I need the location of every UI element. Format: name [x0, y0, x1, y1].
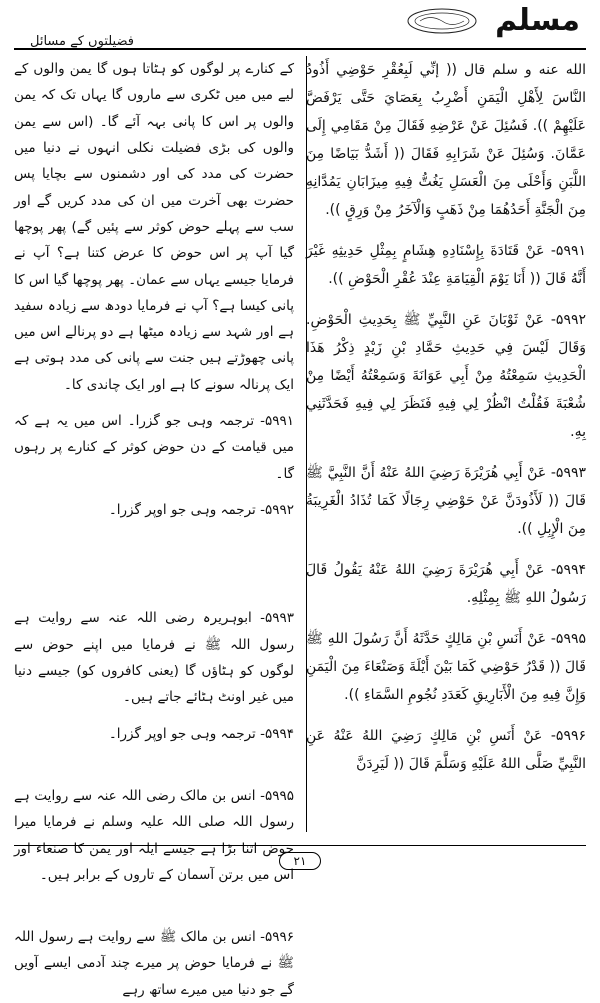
- document-page: [0, 3, 600, 998]
- hadith-text: الله عنه و سلم قال (( إنِّي لَبِعُقْرِ حَوْضِي أَذُودُ النَّاسَ لِأَهْلِ الْيَمَنِ أَضْرِبُ بِعَصَايَ حَتَّى يَرْفَضَّ عَلَيْهِمْ )). فَسُئِلَ عَنْ عَرْضِهِ فَقَالَ مِنْ مَقَامِي إِلَى عَمَّانَ. وَسُئِلَ عَنْ شَرَابِهِ فَقَالَ (( أَشَدُّ بَيَاضًا مِنَ اللَّبَنِ وَأَحْلَى مِنَ الْعَسَلِ يَغُتُّ فِيهِ مِيزَابَانِ يَمُدَّانِهِ مِنَ الْجَنَّةِ أَحَدُهُمَا مِنْ ذَهَبٍ وَالْآخَرُ مِنْ وَرِقٍ )).: [306, 62, 586, 218]
- chapter-heading: فضیلتوں کے مسائل: [30, 34, 134, 49]
- hadith-text: ۵۹۹۳- عَنْ أَبِي هُرَيْرَةَ رَضِيَ اللهُ عَنْهُ أَنَّ النَّبِيَّ ﷺ قَالَ (( لَأَذُودَنَّ عَنْ حَوْضِي رِجَالًا كَمَا تُذَادُ الْغَرِيبَةُ مِنَ الْإِبِلِ )).: [306, 465, 586, 537]
- paragraph: ۵۹۹۵- انس بن مالک رضی اللہ عنہ سے روایت ہے رسول اللہ صلی اللہ علیہ وسلم نے فرمایا میرا حوض اتنا بڑا ہے جیسے ایلہ اور یمن کا صنعاء اور اس میں برتن آسمان کے تاروں کے برابر ہیں۔: [14, 787, 294, 883]
- paragraph: ۵۹۹۴- ترجمہ وہی جو اوپر گزرا۔: [108, 725, 294, 742]
- page-number: ۲۱: [279, 852, 322, 870]
- spacer: [14, 757, 294, 783]
- footer-divider: [14, 845, 586, 846]
- paragraph: ۵۹۹۲- ترجمہ وہی جو اوپر گزرا۔: [108, 502, 294, 518]
- hadith-text: ۵۹۹۲- عَنْ ثَوْبَانَ عَنِ النَّبِيِّ ﷺ بِحَدِيثِ الْحَوْضِ. وَقَالَ لَيْسَ فِي حَدِيثِ حَمَّادِ بْنِ زَيْدٍ ذِكْرُ هَذَا الْحَدِيثِ سَمِعْتُهُ مِنْ أَبِي عَوَانَةَ وَسَمِعْتُهُ أَيْضًا مِنْ شُعْبَةَ فَقُلْتُ انْظُرْ لِي فِيهِ فَنَظَرَ لِي فِيهِ فَحَدَّثَنِي بِهِ.: [306, 312, 586, 440]
- hadith-text: ۵۹۹۱- عَنْ قَتَادَةَ بِإِسْنَادِهِ هِشَامٍ بِمِثْلِ حَدِيثِهِ غَيْرَ أَنَّهُ قَالَ (( أَنَا يَوْمَ الْقِيَامَةِ عِنْدَ عُقْرِ الْحَوْضِ )).: [306, 243, 586, 287]
- hadith-text: ۵۹۹۵- عَنْ أَنَسِ بْنِ مَالِكٍ حَدَّثَهُ أَنَّ رَسُولَ اللهِ ﷺ قَالَ (( قَدْرُ حَوْضِي كَمَا بَيْنَ أَيْلَةَ وَصَنْعَاءَ مِنَ الْيَمَنِ وَإِنَّ فِيهِ مِنَ الْأَبَارِيقِ كَعَدَدِ نُجُومِ السَّمَاءِ )).: [306, 631, 586, 703]
- basmala-ornament-icon: [406, 4, 478, 38]
- hadith-text: ۵۹۹۶- عَنْ أَنَسِ بْنِ مَالِكٍ رَضِيَ اللهُ عَنْهُ عَنِ النَّبِيِّ صَلَّى اللهُ عَلَيْهِ وَسَلَّمَ قَالَ (( لَيَرِدَنَّ: [306, 728, 586, 772]
- spacer: [14, 533, 294, 605]
- arabic-text-column: [306, 56, 586, 832]
- spacer: [14, 898, 294, 924]
- paragraph: ۵۹۹۳- ابوہریرہ رضی اللہ عنہ سے روایت ہے رسول اللہ ﷺ نے فرمایا میں اپنے حوض سے لوگوں کو ہٹاؤں گا (یعنی کافروں کو) جیسے دنیا میں غیر اونٹ ہٹائے جاتے ہیں۔: [14, 610, 294, 706]
- hadith-text: ۵۹۹۴- عَنْ أَبِي هُرَيْرَةَ رَضِيَ اللهُ عَنْهُ يَقُولُ قَالَ رَسُولُ اللهِ ﷺ بِمِثْلِهِ.: [306, 562, 586, 606]
- paragraph: ۵۹۹۱- ترجمہ وہی جو گزرا۔ اس میں یہ ہے کہ میں قیامت کے دن حوض کوثر کے کنارے پر رہوں گا۔: [14, 413, 294, 482]
- paragraph: کے کنارے پر لوگوں کو ہٹاتا ہوں گا یمن والوں کے لیے میں میں ٹکری سے ماروں گا یہاں تک کہ یمن والوں پر اس کا پانی بہہ آئے گا۔ (اس سے یمن والوں کی بڑی فضیلت نکلی انہوں نے دنیا میں حضرت کی مدد کی اور دشمنوں سے بچایا پس حضرت بھی آخرت میں ان کی مدد کریں گے اور سب سے پہلے حوض کوثر سے پئیں گے) پھر پوچھا گیا آپ پر اس حوض کا عرض کتنا ہے؟ آپ نے فرمایا جیسے یہاں سے عمان۔ پھر پوچھا گیا اس کا پانی کیسا ہے؟ آپ نے فرمایا دودھ سے زیادہ سفید ہے اور شہد سے زیادہ میٹھا ہے دو پرنالے اس میں پانی چھوڑتے ہیں جنت سے پانی کی مدد ہوتی ہے ایک پرنالہ سونے کا ہے اور ایک چاندی کا۔: [14, 61, 294, 393]
- urdu-translation-column: [14, 56, 294, 998]
- book-title: مسلم: [495, 3, 580, 38]
- page-header: [14, 4, 586, 50]
- page-footer: [0, 850, 600, 870]
- paragraph: ۵۹۹۶- انس بن مالک ﷺ سے روایت ہے رسول اللہ ﷺ نے فرمایا حوض پر میرے چند آدمی ایسے آویں گے جو دنیا میں میرے ساتھ رہے: [14, 929, 294, 998]
